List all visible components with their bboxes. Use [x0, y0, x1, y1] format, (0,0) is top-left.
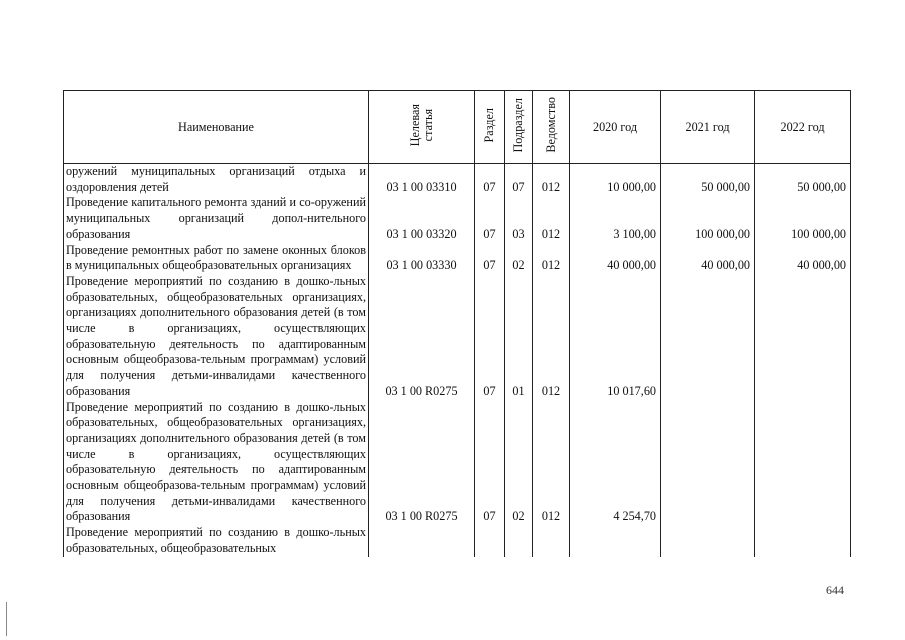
- row-value-2022: 40 000,00: [755, 243, 851, 274]
- row-value-2022: [755, 525, 851, 556]
- header-target-article: Целевая статья: [369, 91, 475, 164]
- row-section: 07: [475, 274, 505, 400]
- table-row: [64, 243, 851, 274]
- budget-table: [63, 90, 851, 557]
- row-value-2020: 10 017,60: [570, 274, 661, 400]
- row-value-2020: 3 100,00: [570, 195, 661, 242]
- row-code: 03 1 00 03320: [369, 195, 475, 242]
- header-name: Наименование: [64, 91, 369, 164]
- row-section: 07: [475, 164, 505, 196]
- row-department: 012: [533, 164, 570, 196]
- header-2020: 2020 год: [570, 91, 661, 164]
- row-department: 012: [533, 274, 570, 400]
- row-code: 03 1 00 03330: [369, 243, 475, 274]
- row-name: Проведение ремонтных работ по замене оконных блоков в муниципальных общеобразовательных организациях: [64, 243, 369, 274]
- row-value-2021: [661, 274, 755, 400]
- header-department: Ведомство: [533, 91, 570, 164]
- row-subsection: 03: [505, 195, 533, 242]
- row-code: [369, 525, 475, 556]
- row-section: 07: [475, 400, 505, 526]
- row-value-2022: [755, 274, 851, 400]
- header-row: [64, 91, 851, 164]
- row-value-2022: [755, 400, 851, 526]
- row-subsection: 02: [505, 243, 533, 274]
- row-value-2021: [661, 400, 755, 526]
- table-row: [64, 195, 851, 242]
- row-code: 03 1 00 R0275: [369, 274, 475, 400]
- row-value-2020: 40 000,00: [570, 243, 661, 274]
- row-subsection: 07: [505, 164, 533, 196]
- row-subsection: [505, 525, 533, 556]
- row-value-2021: 50 000,00: [661, 164, 755, 196]
- row-department: 012: [533, 400, 570, 526]
- row-value-2021: 40 000,00: [661, 243, 755, 274]
- row-section: 07: [475, 243, 505, 274]
- row-subsection: 02: [505, 400, 533, 526]
- header-subsection: Подраздел: [505, 91, 533, 164]
- row-section: 07: [475, 195, 505, 242]
- row-department: 012: [533, 195, 570, 242]
- row-department: 012: [533, 243, 570, 274]
- row-value-2021: [661, 525, 755, 556]
- row-name: Проведение мероприятий по созданию в дошко-льных образовательных, общеобразовательных организациях, организациях дополнительного образования детей (в том числе в организациях, осуществляющих образовательную деятельность по адаптированным основным общеобразова-тельным программам) условий для получения детьми-инвалидами качественного образования: [64, 274, 369, 400]
- row-value-2020: [570, 525, 661, 556]
- row-code: 03 1 00 R0275: [369, 400, 475, 526]
- margin-line: [6, 602, 7, 636]
- row-section: [475, 525, 505, 556]
- row-value-2022: 50 000,00: [755, 164, 851, 196]
- row-department: [533, 525, 570, 556]
- table-row: [64, 274, 851, 400]
- header-section: Раздел: [475, 91, 505, 164]
- row-name: оружений муниципальных организаций отдыха и оздоровления детей: [64, 164, 369, 196]
- table-row: [64, 525, 851, 556]
- page-number: 644: [826, 583, 844, 597]
- table-row: [64, 164, 851, 196]
- row-value-2021: 100 000,00: [661, 195, 755, 242]
- row-code: 03 1 00 03310: [369, 164, 475, 196]
- row-value-2020: 10 000,00: [570, 164, 661, 196]
- table-row: [64, 400, 851, 526]
- row-name: Проведение мероприятий по созданию в дошко-льных образовательных, общеобразовательных: [64, 525, 369, 556]
- header-2021: 2021 год: [661, 91, 755, 164]
- row-value-2020: 4 254,70: [570, 400, 661, 526]
- row-subsection: 01: [505, 274, 533, 400]
- header-2022: 2022 год: [755, 91, 851, 164]
- row-name: Проведение мероприятий по созданию в дошко-льных образовательных, общеобразовательных организациях, организациях дополнительного образования детей (в том числе в организациях, осуществляющих образовательную деятельность по адаптированным основным общеобразова-тельным программам) условий для получения детьми-инвалидами качественного образования: [64, 400, 369, 526]
- row-name: Проведение капитального ремонта зданий и со-оружений муниципальных организаций допол-нительного образования: [64, 195, 369, 242]
- row-value-2022: 100 000,00: [755, 195, 851, 242]
